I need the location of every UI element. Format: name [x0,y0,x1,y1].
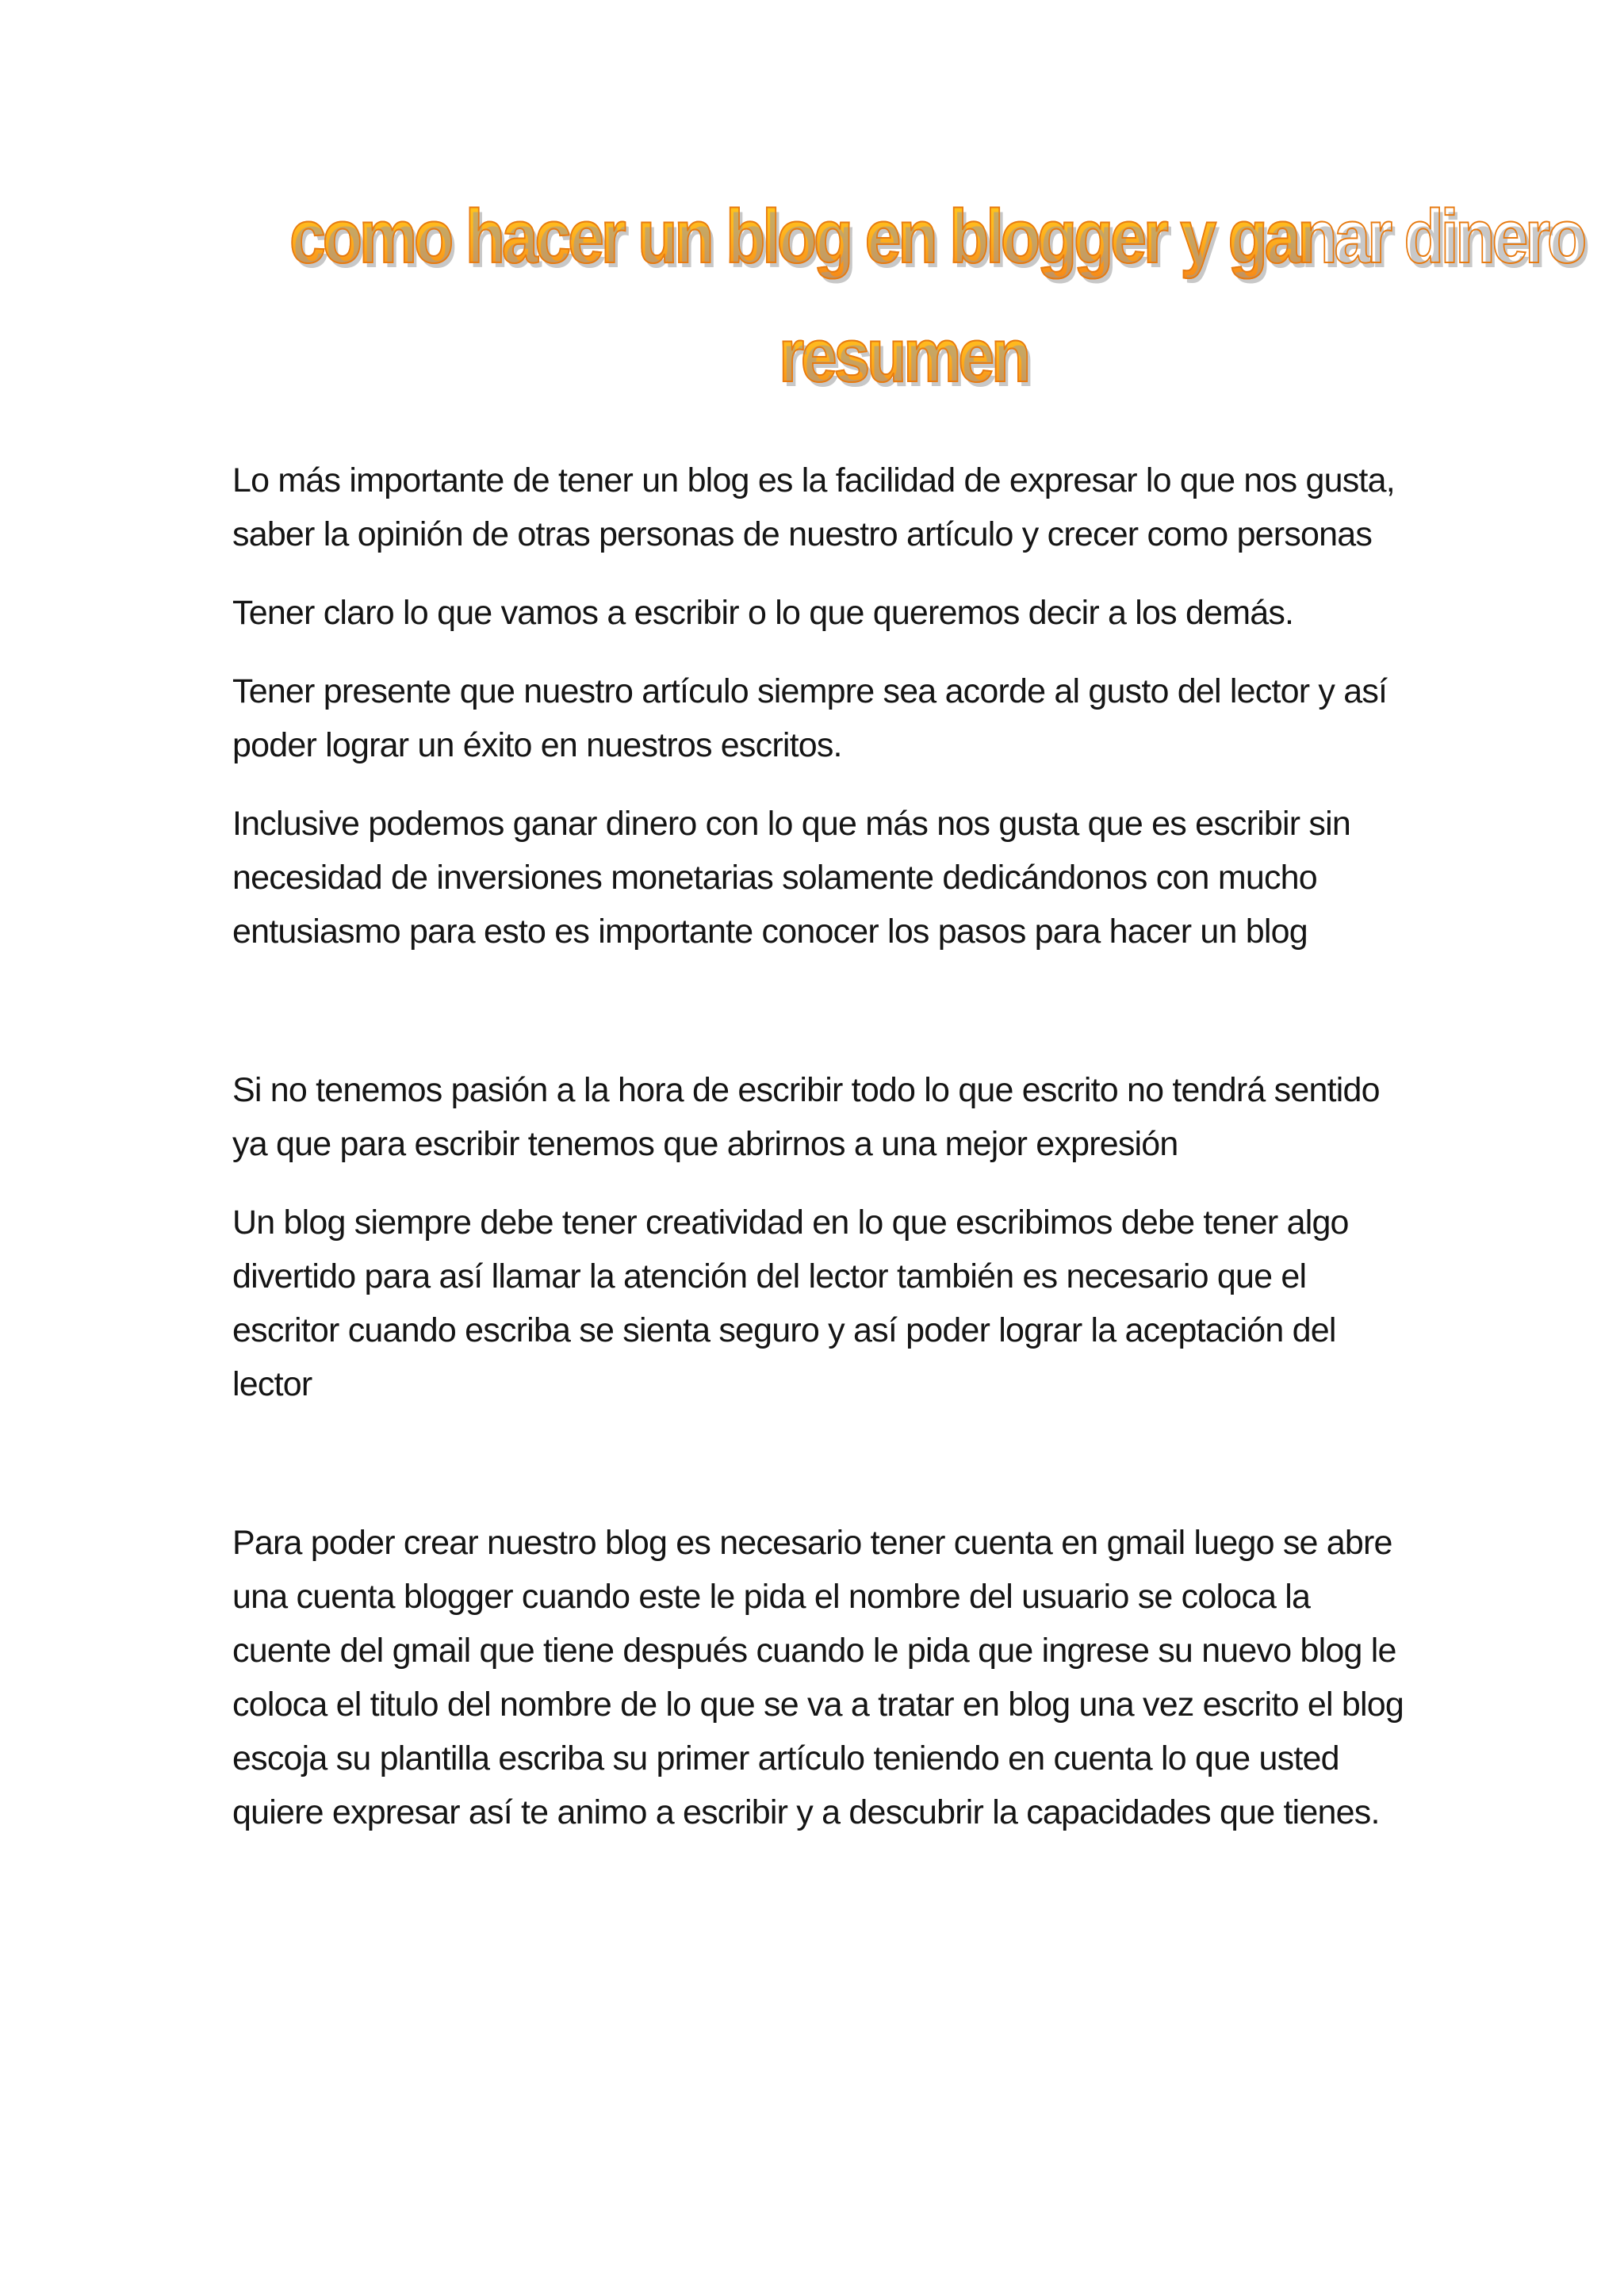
paragraph-blog-importance: Lo más importante de tener un blog es la facilidad de expresar lo que nos gusta, saber la opinión de otras personas de nuestro artículo y crecer como personas [232,461,1395,553]
paragraph-earn-money: Inclusive podemos ganar dinero con lo que más nos gusta que es escribir sin necesidad de inversiones monetarias solamente dedicándonos con mucho entusiasmo para esto es importante conocer los pasos para hacer un blog [232,805,1351,951]
paragraph-passion: Si no tenemos pasión a la hora de escribir todo lo que escrito no tendrá sentido ya que para escribir tenemos que abrirnos a una mejor expresión [232,1071,1380,1163]
section-spacer [232,1436,1406,1516]
document-title [206,181,1584,412]
title-line-subtitle: resumen [392,300,1415,412]
paragraph-reader-taste: Tener presente que nuestro artículo siempre sea acorde al gusto del lector y así poder lograr un éxito en nuestros escritos. [232,672,1388,764]
paragraph-clear-writing: Tener claro lo que vamos a escribir o lo que queremos decir a los demás. [232,594,1294,632]
paragraph-create-blog: Para poder crear nuestro blog es necesario tener cuenta en gmail luego se abre una cuenta blogger cuando este le pida el nombre del usuario se coloca la cuente del gmail que tiene después cuando le pida que ingrese su nuevo blog le coloca el titulo del nombre de lo que se va a tratar en blog una vez escrito el blog escoja su plantilla escriba su primer artículo teniendo en cuenta lo que usted quiere expresar así te animo a escribir y a descubrir la capacidades que tienes. [232,1524,1404,1831]
title-line-main: como hacer un blog en blogger y ganar dinero [289,181,1312,293]
section-spacer [232,983,1406,1063]
document-body [232,453,1406,1864]
paragraph-creativity: Un blog siempre debe tener creatividad en lo que escribimos debe tener algo divertido para así llamar la atención del lector también es necesario que el escritor cuando escriba se sienta seguro y así poder lograr la aceptación del lector [232,1203,1349,1403]
